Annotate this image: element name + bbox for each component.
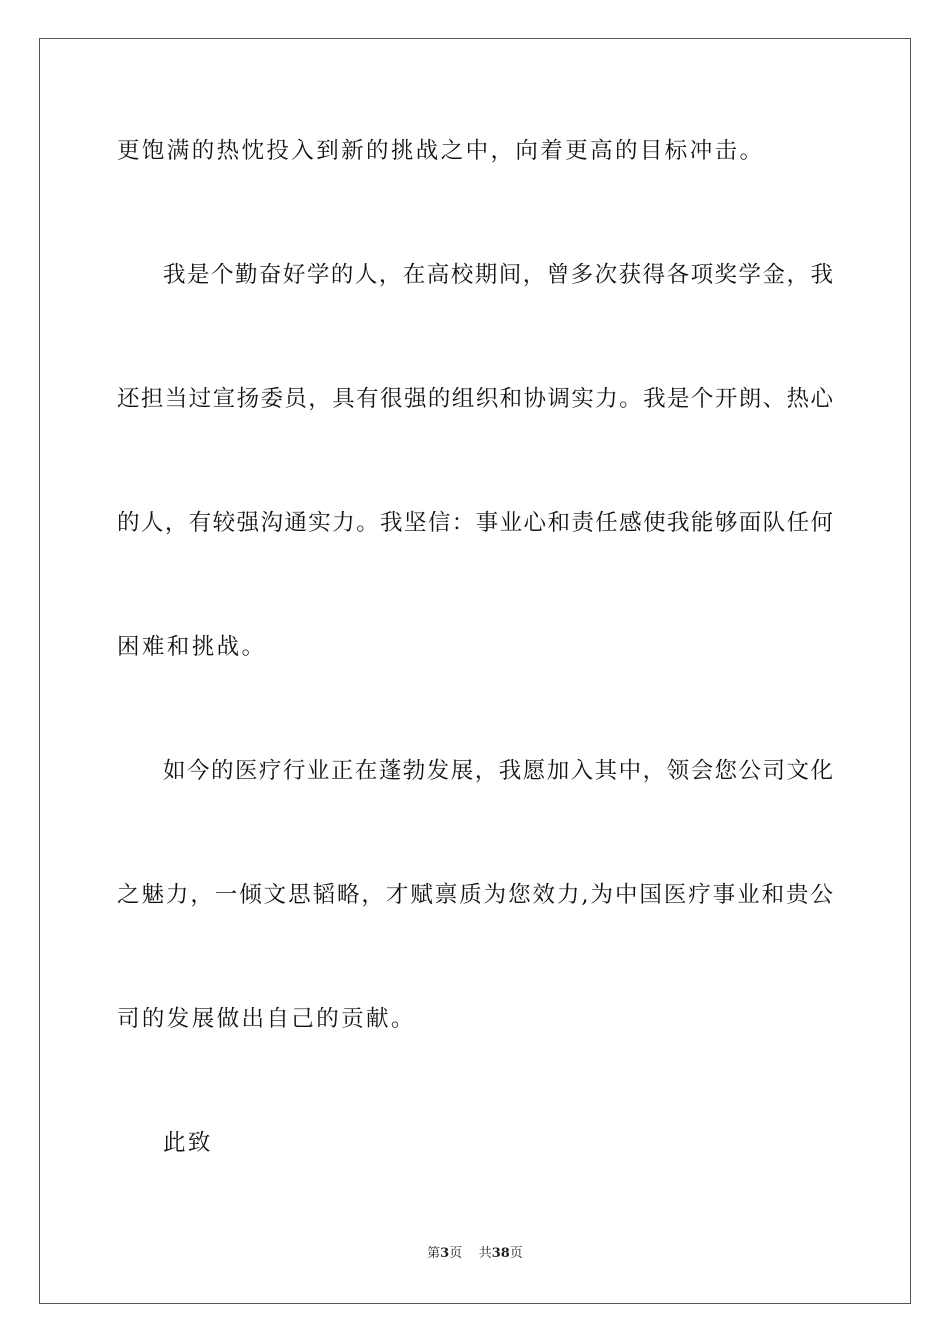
paragraph-line: 还担当过宣扬委员，具有很强的组织和协调实力。我是个开朗、热心 [117,386,833,412]
paragraph-line: 如今的医疗行业正在蓬勃发展，我愿加入其中，领会您公司文化 [163,758,833,784]
paragraph-line: 司的发展做出自己的贡献。 [117,1006,416,1032]
paragraph-line: 困难和挑战。 [117,634,267,660]
total-prefix: 共 [478,1246,492,1261]
paragraph-line: 我是个勤奋好学的人，在高校期间，曾多次获得各项奖学金，我 [163,262,833,288]
total-suffix: 页 [509,1246,523,1261]
page-suffix: 页 [449,1246,463,1261]
page-footer [0,1245,950,1263]
paragraph-line: 更饱满的热忱投入到新的挑战之中，向着更高的目标冲击。 [117,138,765,164]
closing-salutation: 此致 [163,1130,213,1156]
page-border [39,38,911,1304]
page-prefix: 第 [427,1246,441,1261]
page-number: 3 [440,1246,450,1261]
total-pages: 38 [491,1246,510,1261]
paragraph-line: 之魅力，一倾文思韬略，才赋禀质为您效力,为中国医疗事业和贵公 [117,882,833,908]
paragraph-line: 的人，有较强沟通实力。我坚信：事业心和责任感使我能够面队任何 [117,510,833,536]
